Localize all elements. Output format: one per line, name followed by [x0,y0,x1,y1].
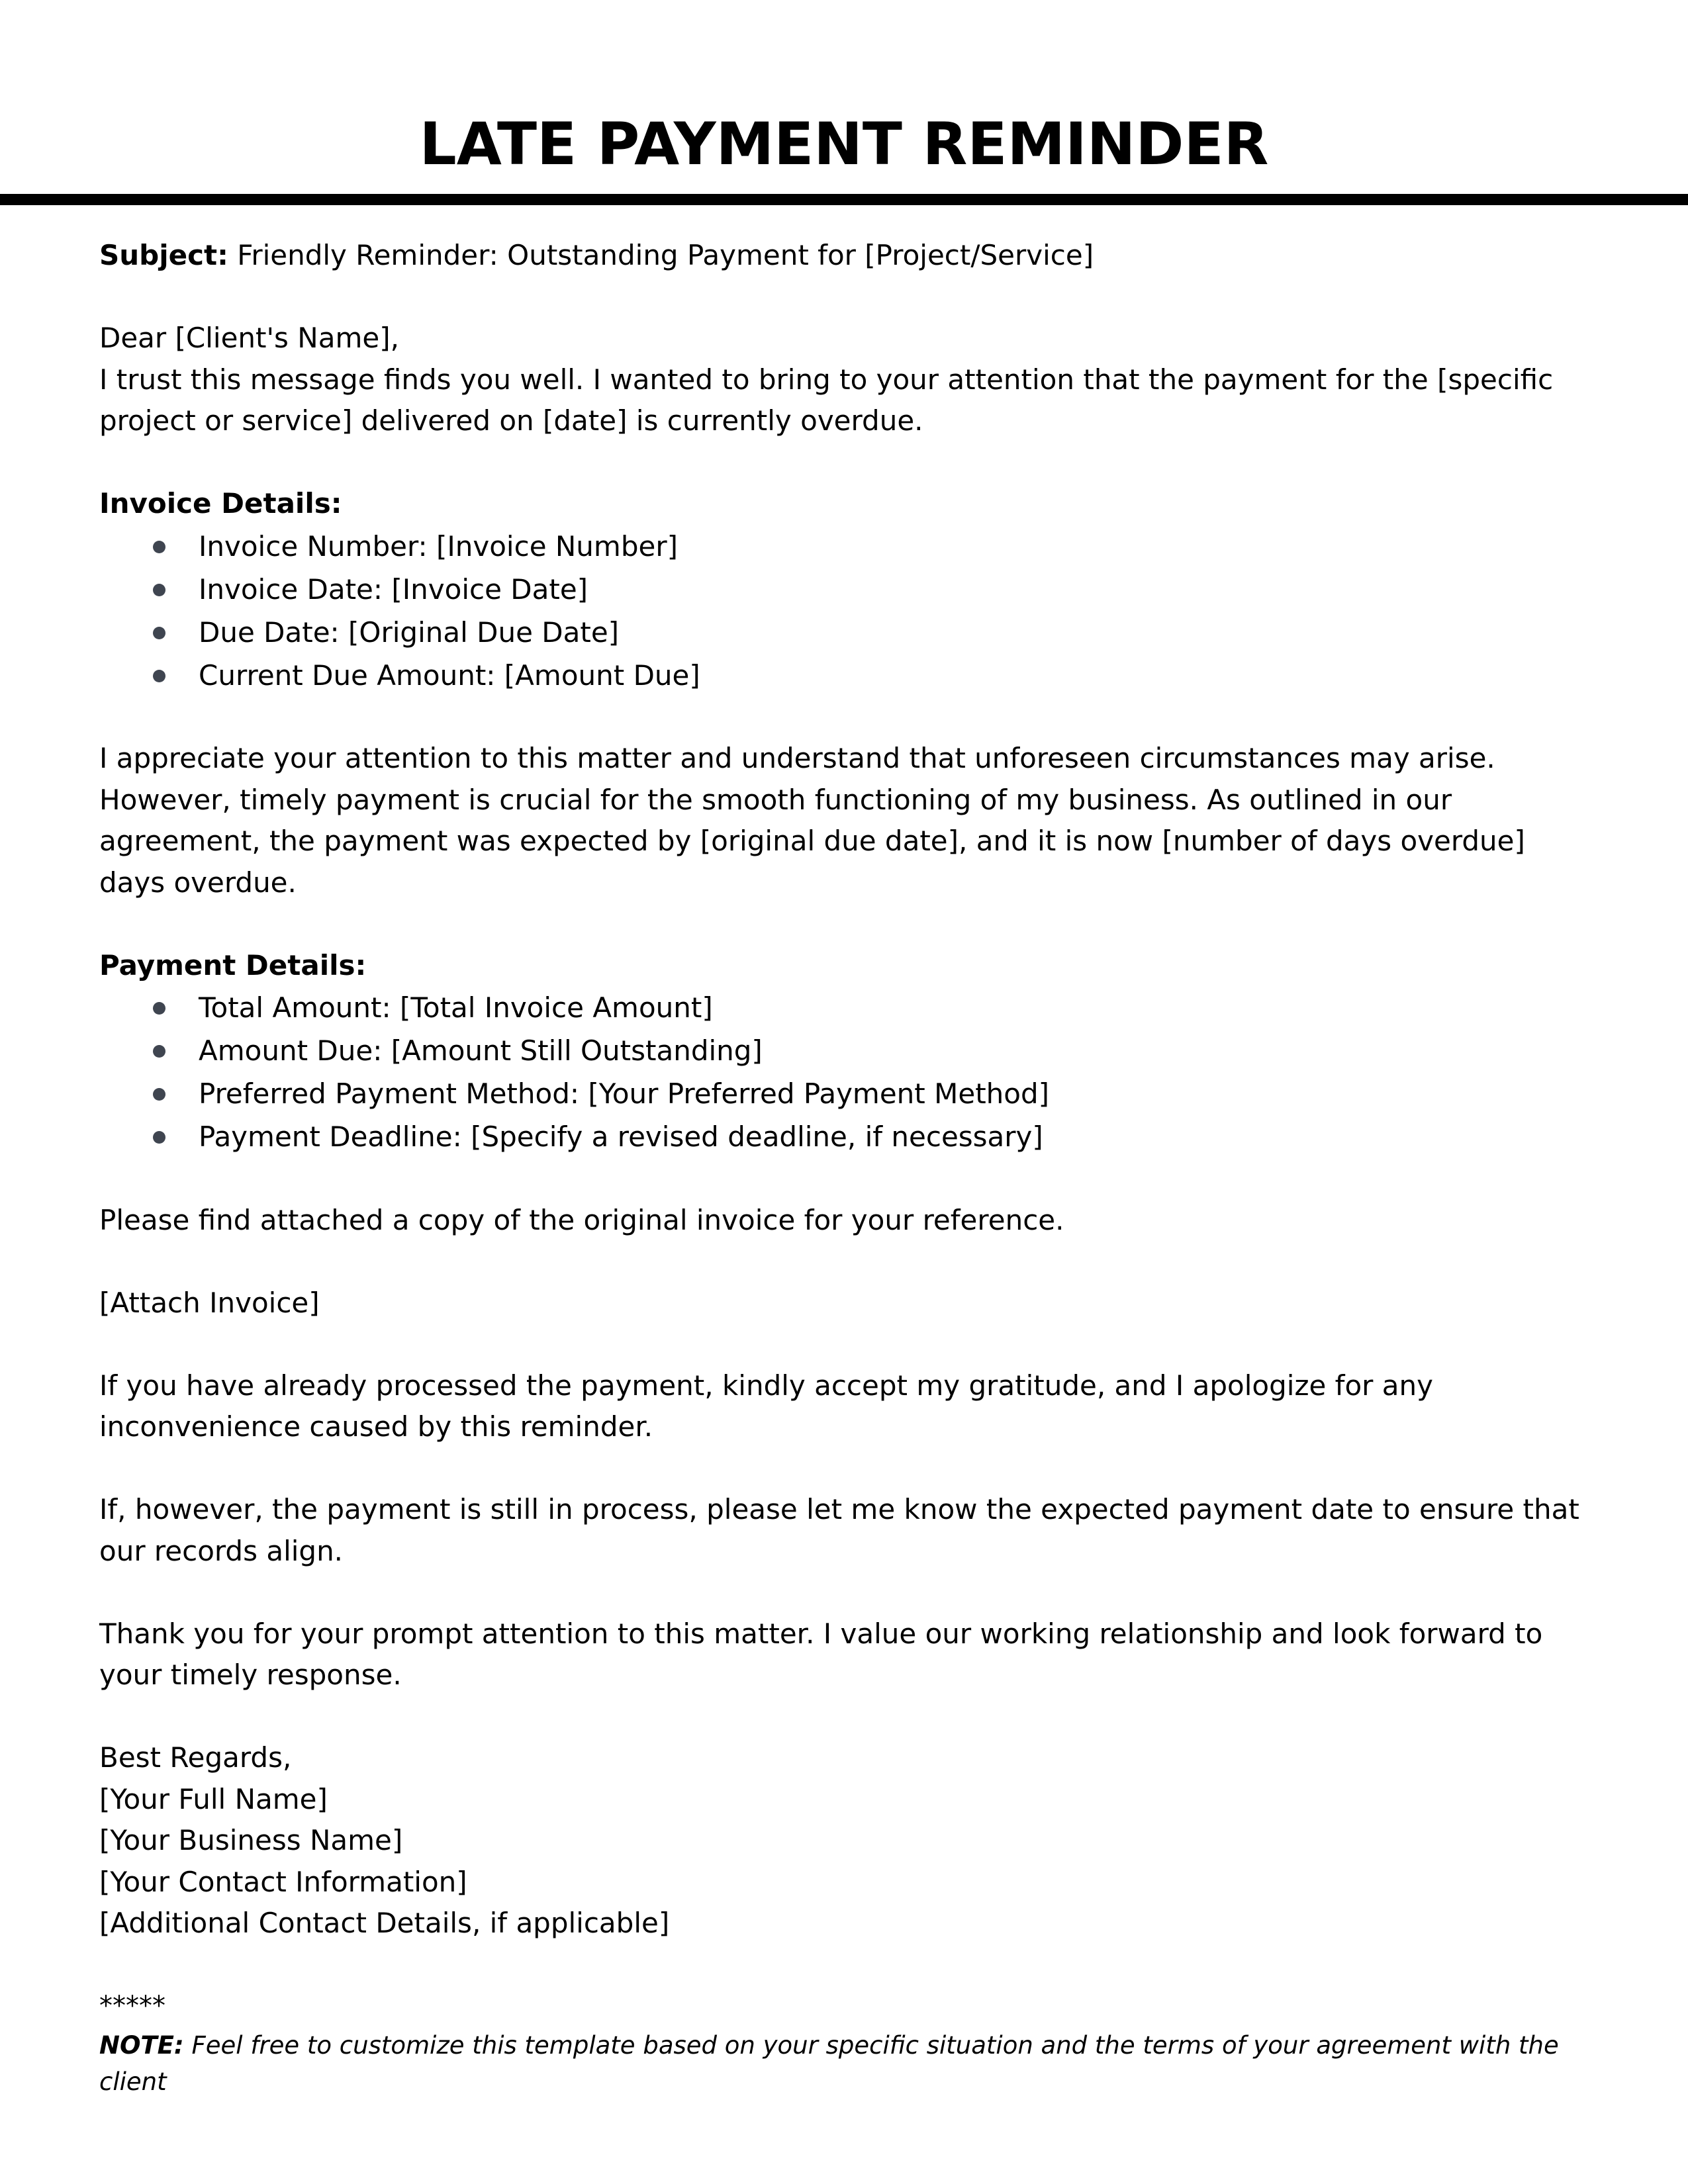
bullet-icon [153,584,165,596]
subject-label: Subject: [99,239,228,271]
bullet-icon [153,1131,165,1144]
title-divider [0,194,1688,205]
bullet-icon [153,670,165,682]
signature-name: [Your Full Name] [99,1782,328,1815]
list-item [99,1115,1595,1158]
already-paid-paragraph: If you have already processed the payment, kindly accept my gratitude, and I apologize for any inconvenience caused by this reminder. [99,1369,1433,1443]
signature-additional: [Additional Contact Details, if applicable] [99,1907,670,1939]
bullet-icon [153,541,165,553]
list-item-text: Preferred Payment Method: [Your Preferred Payment Method] [199,1077,1050,1110]
list-item [99,525,1595,568]
invoice-details-list [99,525,1595,697]
list-item [99,611,1595,654]
list-item-text: Current Due Amount: [Amount Due] [199,659,700,692]
page-title: LATE PAYMENT REMINDER [419,110,1269,178]
list-item [99,986,1595,1029]
list-item [99,1072,1595,1115]
list-item [99,654,1595,697]
bullet-icon [153,627,165,639]
thanks-paragraph: Thank you for your prompt attention to this matter. I value our working relationship and look forward to your timely response. [99,1617,1543,1691]
bullet-icon [153,1088,165,1101]
in-process-paragraph: If, however, the payment is still in process, please let me know the expected payment date to ensure that our records align. [99,1493,1579,1567]
bullet-icon [153,1002,165,1015]
intro-paragraph: I trust this message finds you well. I wanted to bring to your attention that the payment for the [specific project or service] delivered on [date] is currently overdue. [99,363,1554,437]
list-item-text: Payment Deadline: [Specify a revised deadline, if necessary] [199,1120,1043,1153]
separator: ***** [99,1991,165,2021]
list-item [99,1029,1595,1072]
payment-details-list [99,986,1595,1158]
note [99,2027,1595,2100]
payment-details-heading: Payment Details: [99,948,367,981]
subject-text: Friendly Reminder: Outstanding Payment for [Project/Service] [237,239,1094,271]
signature-business: [Your Business Name] [99,1824,403,1856]
subject-line [99,235,1595,277]
bullet-icon [153,1045,165,1058]
closing: Best Regards, [99,1741,292,1774]
appreciation-paragraph: I appreciate your attention to this matter and understand that unforeseen circumstances may arise. However, timely payment is crucial for the smooth functioning of my business. As outlined in our agreement, the payment was expected by [original due date], and it is now [number of days overdue] days overdue. [99,742,1525,899]
attach-invoice-placeholder: [Attach Invoice] [99,1286,320,1319]
list-item [99,568,1595,611]
invoice-details-heading: Invoice Details: [99,487,342,520]
list-item-text: Amount Due: [Amount Still Outstanding] [199,1034,763,1067]
list-item-text: Invoice Date: [Invoice Date] [199,572,588,606]
letter-body [99,235,1595,2100]
note-label: NOTE: [99,2030,184,2060]
list-item-text: Due Date: [Original Due Date] [199,615,620,649]
list-item-text: Invoice Number: [Invoice Number] [199,529,678,563]
attached-note: Please find attached a copy of the original invoice for your reference. [99,1203,1064,1236]
note-text: Feel free to customize this template based on your specific situation and the terms of your agreement with the client [99,2030,1559,2096]
greeting: Dear [Client's Name], [99,322,399,354]
signature-contact: [Your Contact Information] [99,1865,467,1898]
list-item-text: Total Amount: [Total Invoice Amount] [199,991,713,1024]
